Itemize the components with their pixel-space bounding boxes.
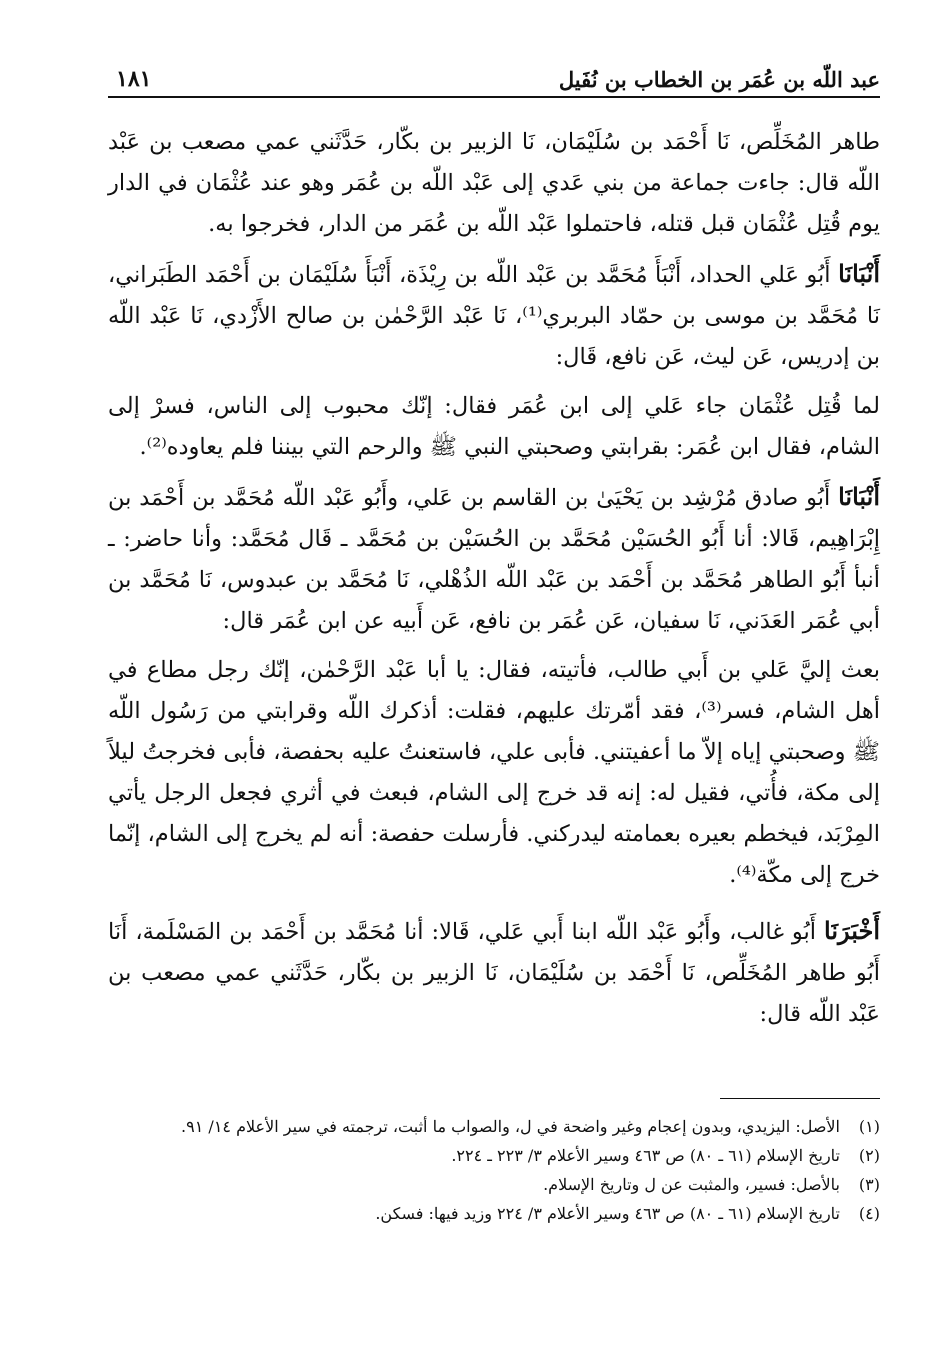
paragraph-6 xyxy=(108,910,880,1035)
paragraph-text: لما قُتِل عُثْمَان جاء عَلي إلى ابن عُمَر فقال: إنّك محبوب إلى الناس، فسرْ إلى الشام، فقال ابن عُمَر: بقرابتي وصحبتي النبي ﷺ والرحم التي بيننا فلم يعاوده⁽²⁾. xyxy=(108,393,880,460)
footnotes xyxy=(108,1112,880,1228)
footnote-1 xyxy=(108,1112,880,1141)
footnote-text: الأصل: اليزيدي، وبدون إعجام وغير واضحة في ل، والصواب ما أثبت، ترجمته في سير الأعلام ١٤/ ٩١. xyxy=(181,1117,840,1136)
page-number: ١٨١ xyxy=(116,66,152,92)
footnote-2 xyxy=(108,1141,880,1170)
main-text xyxy=(108,122,880,1049)
paragraph-text: أَبُو صادق مُرْشِد بن يَحْيَىٰ بن القاسم بن عَلي، وأَبُو عَبْد اللّه مُحَمَّد بن أَحْمَد بن إِبْرَاهِيم، قَالا: أنا أَبُو الحُسَيْن مُحَمَّد بن الحُسَيْن بن مُحَمَّد ـ قَال مُحَمَّد: وأنا حاضر: ـ أنبأ أَبُو الطاهر مُحَمَّد بن أَحْمَد بن عَبْد اللّه الذُهْلي، نَا مُحَمَّد بن عبدوس، نَا مُحَمَّد بن أبي عُمَر العَدَني، نَا سفيان، عَن عُمَر بن نافع، عَن أَبيه عن ابن عُمَر قال: xyxy=(108,485,880,634)
paragraph-5 xyxy=(108,650,880,896)
footnote-text: بالأصل: فسير، والمثبت عن ل وتاريخ الإسلام. xyxy=(543,1175,840,1194)
footnote-text: تاريخ الإسلام (٦١ ـ ٨٠) ص ٤٦٣ وسير الأعلام ٣/ ٢٢٤ وزيد فيها: فسكن. xyxy=(375,1204,840,1223)
running-header xyxy=(108,52,880,98)
paragraph-text: أَبُو عَلي الحداد، أَنْبَأَ مُحَمَّد بن عَبْد اللّه بن رِيْذَة، أَنْبَأَ سُلَيْمَان بن أَحْمَد الطَبَراني، نَا مُحَمَّد بن موسى بن حمّاد البربري⁽¹⁾، نَا عَبْد الرَّحْمٰن بن صالح الأَزْدي، نَا عَبْد اللّه بن إدريس، عَن ليث، عَن نافع، قَال: xyxy=(108,262,881,370)
paragraph-lead: أَنْبَانَا xyxy=(838,482,880,511)
footnote-number: (٣) xyxy=(858,1175,880,1194)
footnote-number: (٤) xyxy=(858,1204,880,1223)
running-title: عبد اللّه بن عُمَر بن الخطاب بن نُفَيل xyxy=(558,67,880,92)
paragraph-3 xyxy=(108,386,880,468)
paragraph-1 xyxy=(108,122,880,245)
paragraph-text: أَبُو غالب، وأَبُو عَبْد اللّه ابنا أَبي عَلي، قَالا: أنا مُحَمَّد بن أَحْمَد بن المَسْلَمة، أَنَا أَبُو طاهر المُخَلِّص، نَا أَحْمَد بن سُلَيْمَان، نَا الزبير بن بكّار، حَدَّثَني عمي مصعب بن عَبْد اللّه قال: xyxy=(108,919,880,1027)
footnote-text: تاريخ الإسلام (٦١ ـ ٨٠) ص ٤٦٣ وسير الأعلام ٣/ ٢٢٣ ـ ٢٢٤. xyxy=(451,1146,840,1165)
paragraph-lead: أَخْبَرَنَا xyxy=(824,916,880,945)
footnote-4 xyxy=(108,1199,880,1228)
paragraph-text: بعث إليَّ عَلي بن أَبي طالب، فأتيته، فقال: يا أبا عَبْد الرَّحْمٰن، إنّك رجل مطاع في أهل الشام، فسر⁽³⁾، فقد أمّرتك عليهم، فقلت: أذكرك اللّه وقرابتي من رَسُول اللّه ﷺ وصحبتي إياه إلاّ ما أعفيتني. فأبى علي، فاستعنتُ عليه بحفصة، فأبى فخرجتُ ليلاً إلى مكة، فأُتي، فقيل له: إنه قد خرج إلى الشام، فبعث في أثري فجعل الرجل يأتي المِرْبَد، فيخطم بعيره بعمامته ليدركني. فأرسلت حفصة: أنه لم يخرج إلى الشام، إنّما خرج إلى مكّة⁽⁴⁾. xyxy=(108,657,880,888)
paragraph-4 xyxy=(108,476,880,642)
footnote-separator xyxy=(720,1098,880,1099)
footnote-3 xyxy=(108,1170,880,1199)
footnote-number: (١) xyxy=(858,1117,880,1136)
paragraph-lead: أَنْبَانَا xyxy=(838,259,880,288)
paragraph-2 xyxy=(108,253,880,378)
paragraph-text: طاهر المُخَلِّص، نَا أَحْمَد بن سُلَيْمَان، نَا الزبير بن بكّار، حَدَّثَني عمي مصعب بن عَبْد اللّه قال: جاءت جماعة من بني عَدي إلى عَبْد اللّه بن عُمَر وهو عند عُثْمَان في الدار يوم قُتِل عُثْمَان قبل قتله، فاحتملوا عَبْد اللّه بن عُمَر من الدار، فخرجوا به. xyxy=(108,129,880,237)
footnote-number: (٢) xyxy=(858,1146,880,1165)
